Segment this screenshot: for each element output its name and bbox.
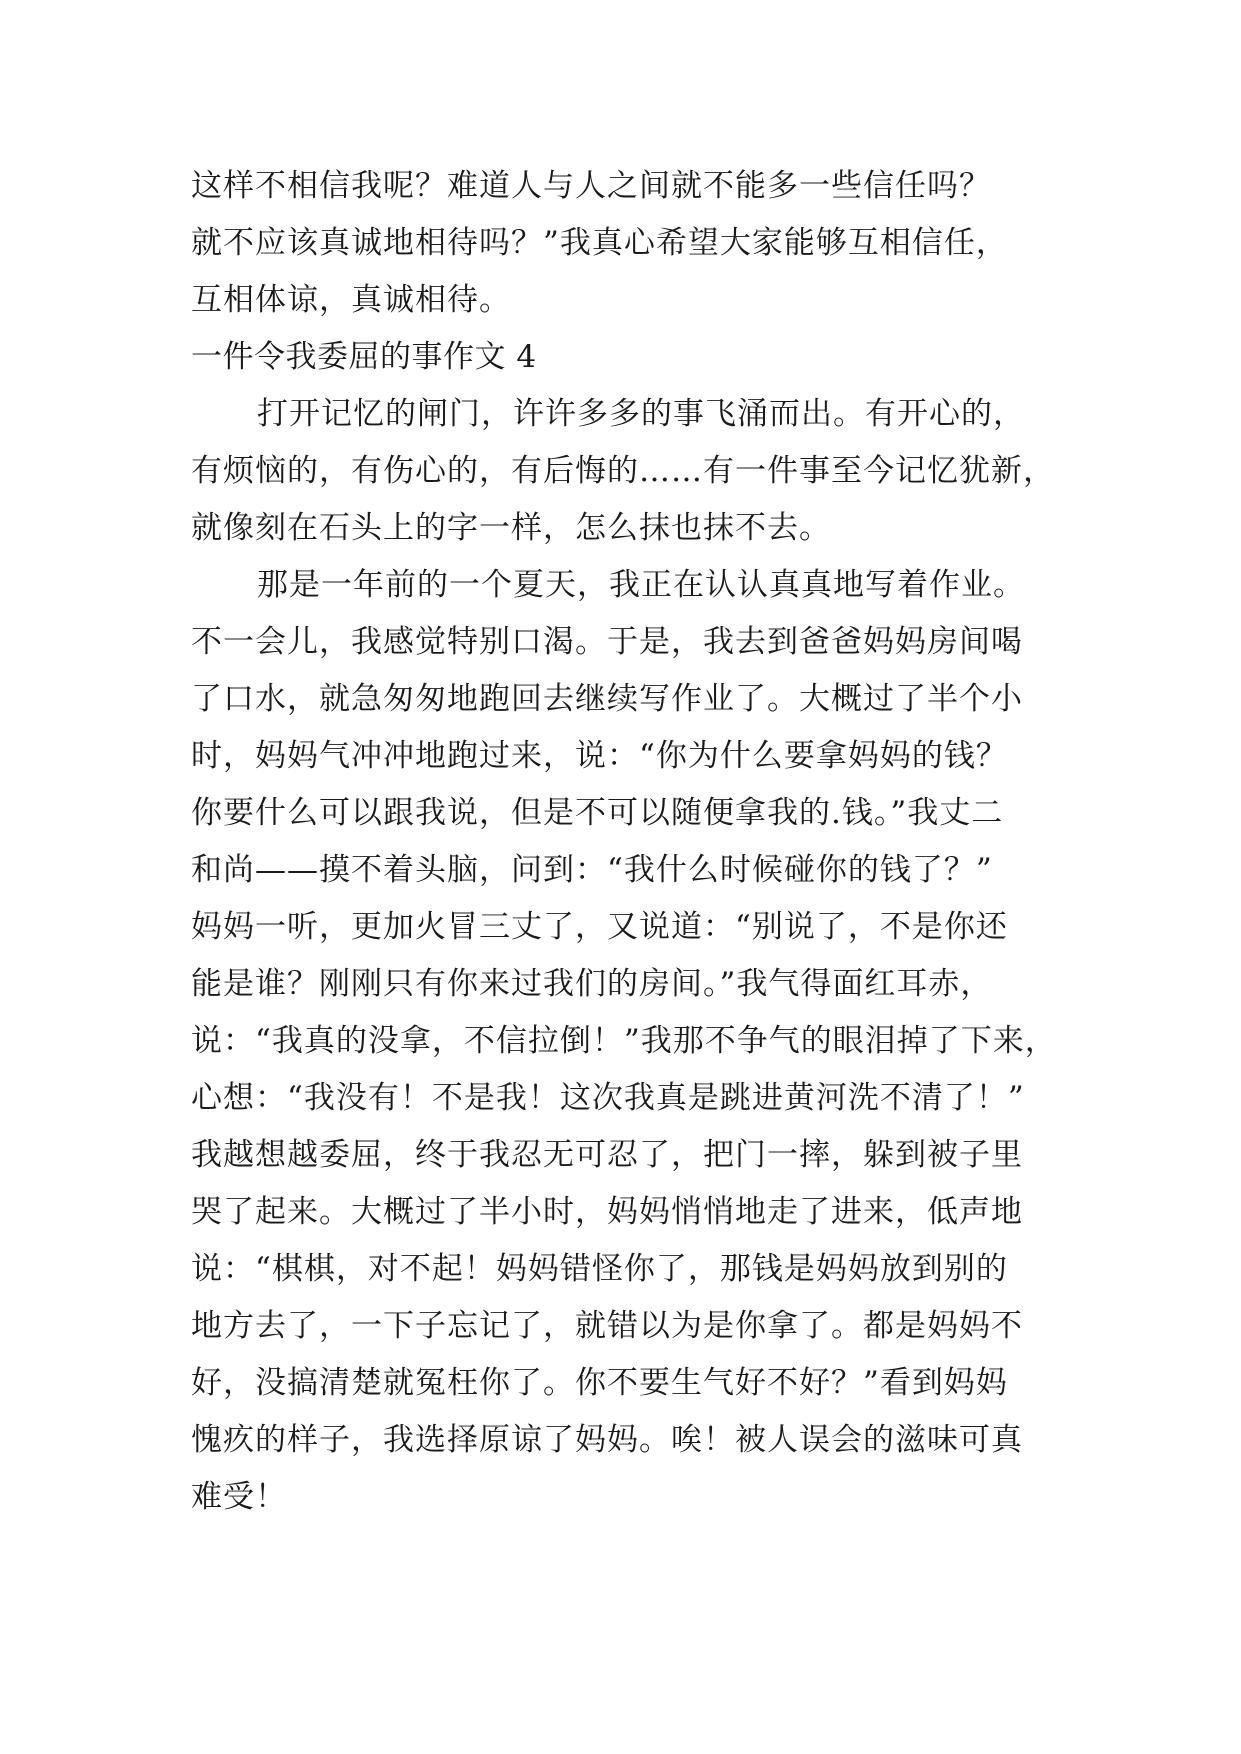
paragraph-line: 有烦恼的，有伤心的，有后悔的……有一件事至今记忆犹新， [191, 453, 1055, 489]
paragraph-line: 不一会儿，我感觉特别口渴。于是，我去到爸爸妈妈房间喝 [191, 624, 1023, 660]
essay-heading: 一件令我委屈的事作文 4 [191, 339, 537, 375]
paragraph-line: 说：“棋棋，对不起！妈妈错怪你了，那钱是妈妈放到别的 [191, 1251, 1008, 1287]
paragraph-line: 好，没搞清楚就冤枉你了。你不要生气好不好？”看到妈妈 [191, 1365, 1008, 1401]
paragraph-line: 你要什么可以跟我说，但是不可以随便拿我的.钱。”我丈二 [191, 795, 1004, 831]
document-body [191, 158, 1091, 1526]
paragraph-line: 我越想越委屈，终于我忍无可忍了，把门一摔，躲到被子里 [191, 1137, 1023, 1173]
paragraph-line: 时，妈妈气冲冲地跑过来，说：“你为什么要拿妈妈的钱？ [191, 738, 1008, 774]
paragraph-line: 愧疚的样子，我选择原谅了妈妈。唉！被人误会的滋味可真 [191, 1422, 1023, 1458]
continuation-line: 这样不相信我呢？难道人与人之间就不能多一些信任吗？ [191, 168, 991, 204]
paragraph-line: 地方去了，一下子忘记了，就错以为是你拿了。都是妈妈不 [191, 1308, 1023, 1344]
continuation-line: 就不应该真诚地相待吗？”我真心希望大家能够互相信任， [191, 225, 1008, 261]
paragraph-line: 说：“我真的没拿，不信拉倒！”我那不争气的眼泪掉了下来， [191, 1023, 1057, 1059]
paragraph-line: 和尚——摸不着头脑，问到：“我什么时候碰你的钱了？” [191, 852, 993, 888]
paragraph-line: 难受！ [191, 1479, 287, 1515]
continuation-line: 互相体谅，真诚相待。 [191, 282, 511, 318]
paragraph-line: 打开记忆的闸门，许许多多的事飞涌而出。有开心的， [257, 396, 1025, 432]
paragraph-line: 妈妈一听，更加火冒三丈了，又说道：“别说了，不是你还 [191, 909, 1008, 945]
paragraph-line: 心想：“我没有！不是我！这次我真是跳进黄河洗不清了！” [191, 1080, 1025, 1116]
paragraph-line: 哭了起来。大概过了半小时，妈妈悄悄地走了进来，低声地 [191, 1194, 1023, 1230]
paragraph-line: 就像刻在石头上的字一样，怎么抹也抹不去。 [191, 510, 831, 546]
paragraph-line: 那是一年前的一个夏天，我正在认认真真地写着作业。 [257, 567, 1025, 603]
paragraph-line: 能是谁？刚刚只有你来过我们的房间。”我气得面红耳赤， [191, 966, 993, 1002]
paragraph-line: 了口水，就急匆匆地跑回去继续写作业了。大概过了半个小 [191, 681, 1023, 717]
